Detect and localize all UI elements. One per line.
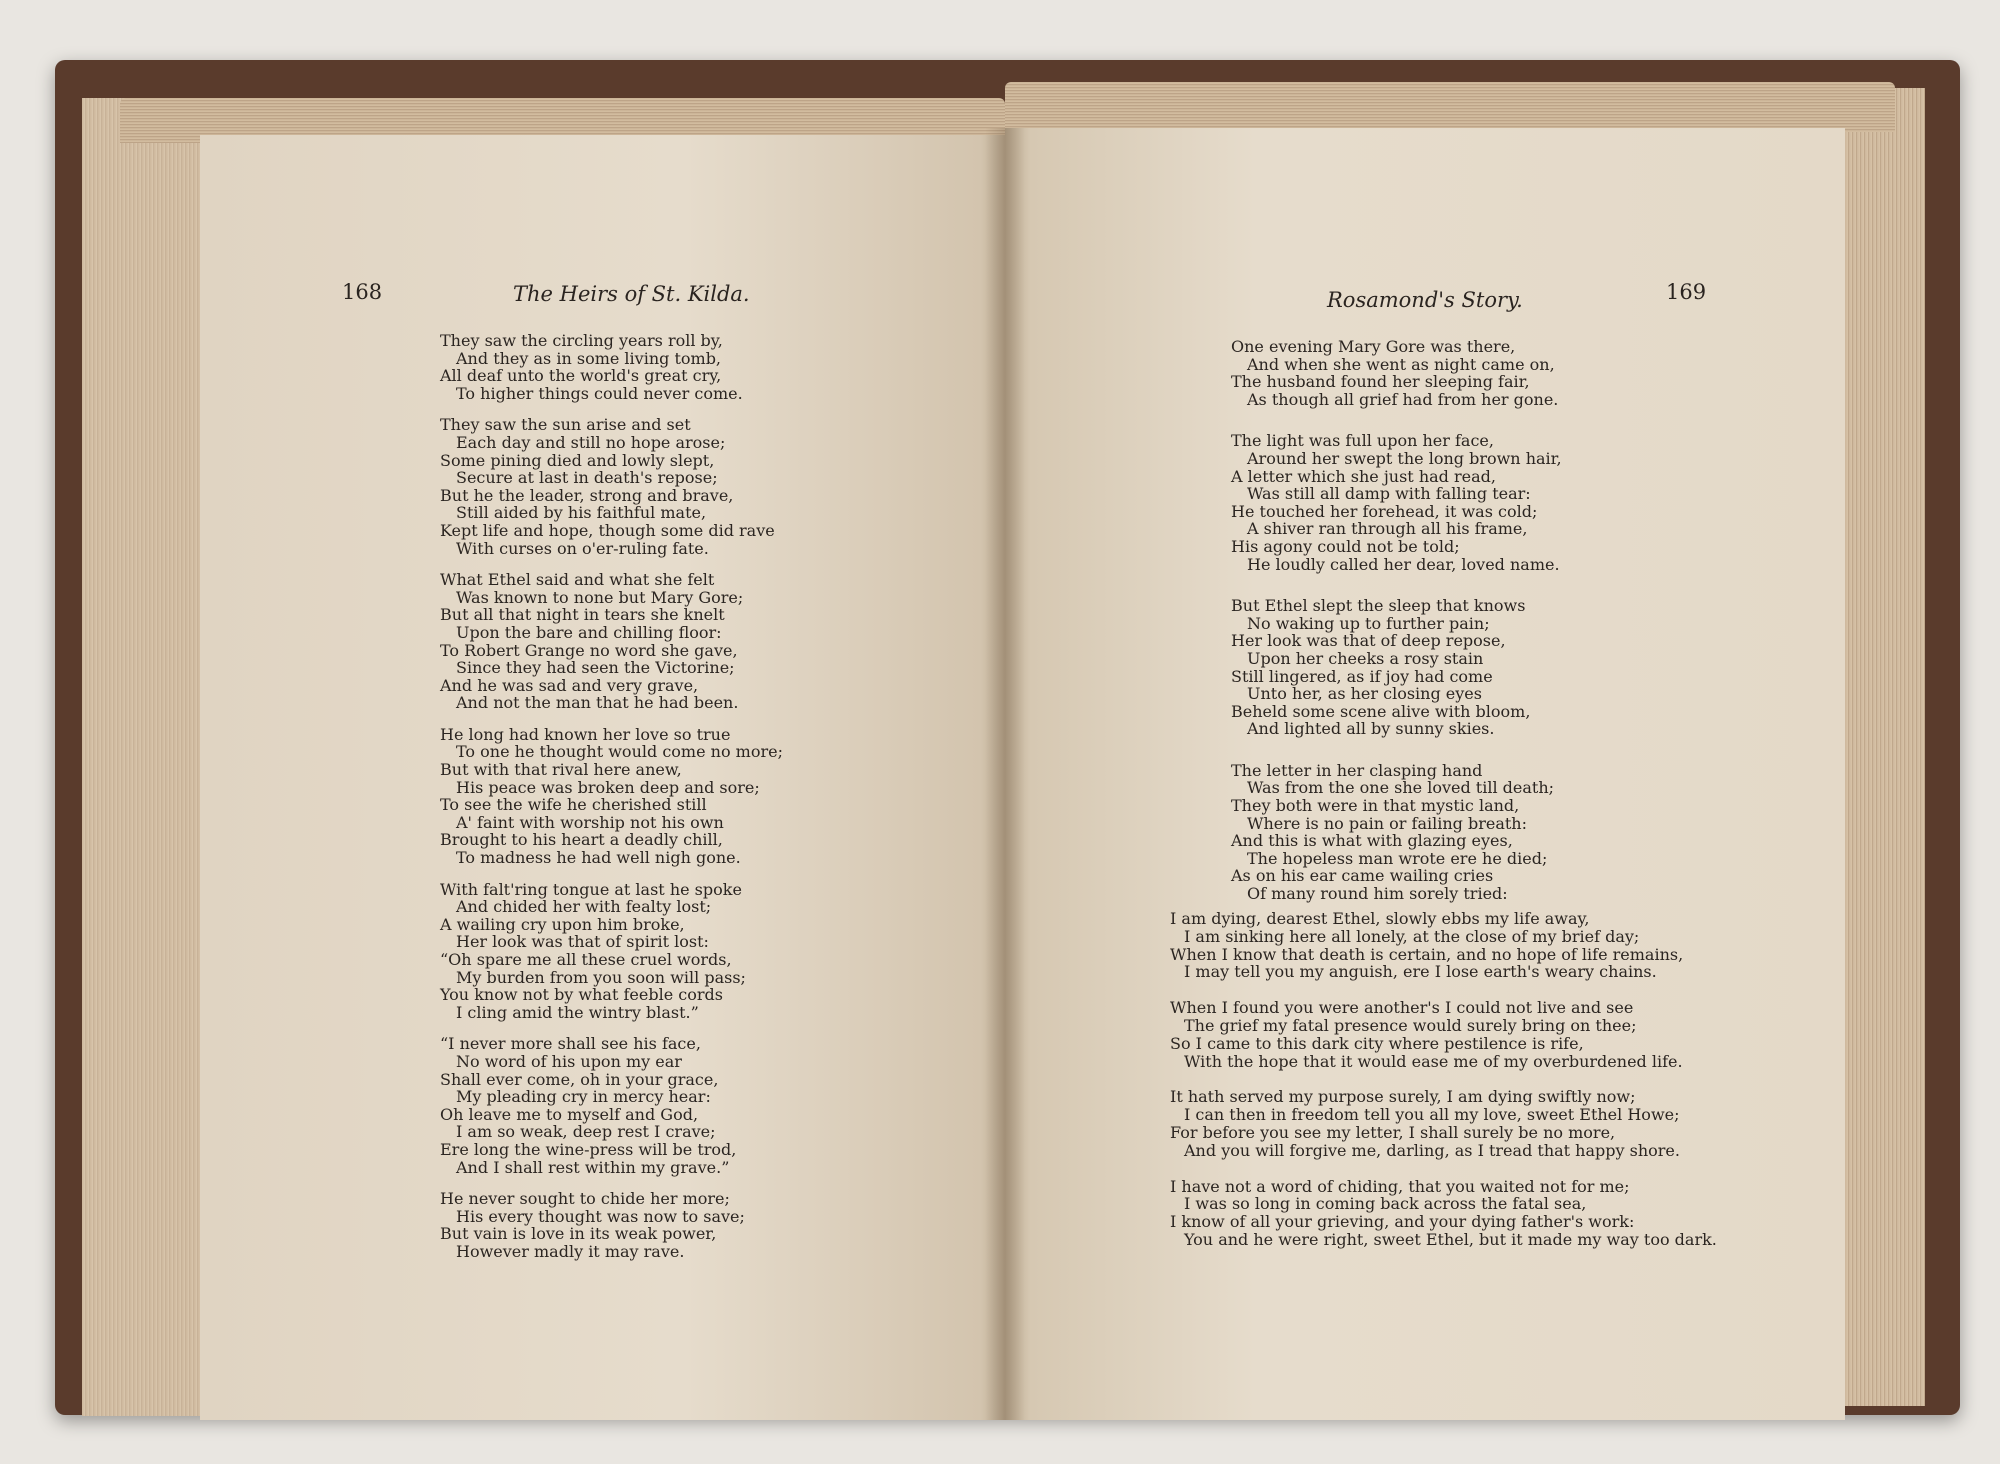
verse-line: However madly it may rave. [456, 1241, 685, 1261]
stanza [1231, 597, 1562, 738]
verse-line: And this is what with glazing eyes, [1231, 831, 1513, 851]
verse-line: Of many round him sorely tried: [1247, 884, 1508, 904]
stanza [440, 726, 783, 867]
verse-line: But vain is love in its weak power, [440, 1224, 717, 1244]
verse-line: But with that rival here anew, [440, 760, 682, 780]
stanza [1170, 910, 1717, 981]
verse-line: And when she went as night came on, [1247, 354, 1555, 374]
verse-line: And he was sad and very grave, [440, 675, 699, 695]
verse-line: To Robert Grange no word she gave, [440, 640, 738, 660]
verse-line: Secure at last in death's repose; [456, 468, 718, 488]
verse-line: Upon the bare and chilling floor: [456, 622, 722, 642]
verse-line: Brought to his heart a deadly chill, [440, 830, 723, 850]
verse-line: The grief my fatal presence would surely bring on thee; [1184, 1015, 1637, 1035]
verse-line: With curses on o'er-ruling fate. [456, 538, 709, 558]
verse-line: Since they had seen the Victorine; [456, 658, 735, 678]
verse-line: Was still all damp with falling tear: [1247, 484, 1531, 504]
verse-line: “Oh spare me all these cruel words, [440, 950, 732, 969]
right-page [1005, 128, 1845, 1420]
verse-line: One evening Mary Gore was there, [1231, 337, 1516, 356]
verse-line: He touched her forehead, it was cold; [1231, 501, 1538, 521]
stanza [440, 332, 783, 402]
verse-line: His agony could not be told; [1231, 536, 1460, 556]
stanza [440, 1035, 783, 1176]
verse-line: When I know that death is certain, and no hope of life remains, [1170, 944, 1684, 964]
verse-line: And lighted all by sunny skies. [1247, 719, 1495, 739]
verse-line: Beheld some scene alive with bloom, [1231, 701, 1531, 721]
stanza [1231, 762, 1562, 903]
verse-line: Shall ever come, oh in your grace, [440, 1069, 719, 1089]
verse-line: I know of all your grieving, and your dying father's work: [1170, 1212, 1635, 1232]
verse-line: You know not by what feeble cords [440, 985, 723, 1005]
verse-line: Where is no pain or failing breath: [1247, 813, 1527, 833]
verse-line: I have not a word of chiding, that you waited not for me; [1170, 1176, 1630, 1196]
verse-line: It hath served my purpose surely, I am dying swiftly now; [1170, 1087, 1636, 1107]
page-number-right: 169 [1666, 280, 1707, 304]
verse-line: What Ethel said and what she felt [440, 570, 715, 590]
verse-line: He long had known her love so true [440, 724, 731, 744]
verse-line: Kept life and hope, though some did rave [440, 520, 775, 540]
verse-line: To one he thought would come no more; [456, 742, 783, 762]
verse-line: All deaf unto the world's great cry, [440, 366, 722, 386]
stanza [440, 1190, 783, 1260]
verse-line: Some pining died and lowly slept, [440, 450, 715, 470]
verse-line: Around her swept the long brown hair, [1247, 448, 1562, 468]
verse-line: With the hope that it would ease me of my overburdened life. [1184, 1051, 1683, 1071]
verse-line: I was so long in coming back across the fatal sea, [1184, 1194, 1587, 1214]
stanza [1170, 999, 1717, 1070]
verse-line: They both were in that mystic land, [1231, 796, 1520, 816]
verse-line: Unto her, as her closing eyes [1247, 684, 1482, 704]
verse-line: I am so weak, deep rest I crave; [456, 1122, 716, 1142]
poem-left [440, 332, 783, 1275]
verse-line: I can then in freedom tell you all my love, sweet Ethel Howe; [1184, 1105, 1680, 1125]
verse-line: And they as in some living tomb, [456, 348, 722, 368]
running-head-left: The Heirs of St. Kilda. [513, 282, 750, 306]
verse-line: Oh leave me to myself and God, [440, 1104, 699, 1124]
verse-line: You and he were right, sweet Ethel, but it made my way too dark. [1184, 1229, 1717, 1249]
verse-line: The letter in her clasping hand [1231, 760, 1483, 780]
verse-line: As on his ear came wailing cries [1231, 866, 1494, 886]
verse-line: “I never more shall see his face, [440, 1034, 701, 1054]
stanza [440, 416, 783, 557]
verse-line: Each day and still no hope arose; [456, 432, 726, 452]
verse-line: My pleading cry in mercy hear: [456, 1087, 711, 1107]
verse-line: A shiver ran through all his frame, [1247, 519, 1528, 539]
verse-line: They saw the circling years roll by, [440, 331, 723, 350]
verse-line: Upon her cheeks a rosy stain [1247, 648, 1484, 668]
verse-line: I cling amid the wintry blast.” [456, 1002, 699, 1022]
verse-line: And I shall rest within my grave.” [456, 1157, 730, 1177]
verse-line: I am dying, dearest Ethel, slowly ebbs my life away, [1170, 909, 1590, 928]
verse-line: So I came to this dark city where pestilence is rife, [1170, 1033, 1584, 1053]
stanza [1170, 1088, 1717, 1159]
verse-line: A wailing cry upon him broke, [440, 914, 685, 934]
letter-verses [1170, 910, 1717, 1267]
stanza [440, 571, 783, 712]
verse-line: A' faint with worship not his own [456, 812, 724, 832]
verse-line: I may tell you my anguish, ere I lose earth's weary chains. [1184, 962, 1657, 982]
verse-line: And you will forgive me, darling, as I tread that happy shore. [1184, 1140, 1680, 1160]
verse-line: But he the leader, strong and brave, [440, 485, 734, 505]
gutter [985, 128, 1025, 1420]
verse-line: He never sought to chide her more; [440, 1189, 730, 1209]
stanza [1231, 338, 1562, 408]
verse-line: For before you see my letter, I shall surely be no more, [1170, 1122, 1616, 1142]
verse-line: Still aided by his faithful mate, [456, 503, 707, 523]
verse-line: A letter which she just had read, [1231, 466, 1496, 486]
verse-line: As though all grief had from her gone. [1247, 389, 1559, 409]
verse-line: No word of his upon my ear [456, 1051, 682, 1071]
stanza [1231, 432, 1562, 573]
verse-line: The light was full upon her face, [1231, 431, 1494, 451]
verse-line: But Ethel slept the sleep that knows [1231, 596, 1526, 616]
verse-line: And not the man that he had been. [456, 693, 739, 713]
verse-line: Still lingered, as if joy had come [1231, 666, 1493, 686]
verse-line: No waking up to further pain; [1247, 613, 1490, 633]
verse-line: To see the wife he cherished still [440, 795, 707, 815]
verse-line: Was from the one she loved till death; [1247, 778, 1555, 798]
verse-line: When I found you were another's I could not live and see [1170, 998, 1634, 1018]
poem-right [1231, 338, 1562, 927]
verse-line: Was known to none but Mary Gore; [456, 587, 744, 607]
verse-line: They saw the sun arise and set [440, 415, 691, 435]
top-edge-right [1005, 82, 1895, 132]
verse-line: The husband found her sleeping fair, [1231, 372, 1530, 392]
verse-line: He loudly called her dear, loved name. [1247, 554, 1560, 574]
verse-line: With falt'ring tongue at last he spoke [440, 879, 742, 899]
left-page [200, 135, 1005, 1420]
verse-line: The hopeless man wrote ere he died; [1247, 848, 1548, 868]
verse-line: To higher things could never come. [456, 383, 743, 403]
running-head-right: Rosamond's Story. [1327, 288, 1523, 312]
verse-line: To madness he had well nigh gone. [456, 848, 741, 868]
verse-line: Her look was that of spirit lost: [456, 932, 709, 952]
verse-line: But all that night in tears she knelt [440, 605, 725, 625]
verse-line: His peace was broken deep and sore; [456, 777, 760, 797]
verse-line: My burden from you soon will pass; [456, 967, 746, 987]
verse-line: I am sinking here all lonely, at the close of my brief day; [1184, 926, 1640, 946]
stanza [1170, 1178, 1717, 1249]
verse-line: Ere long the wine-press will be trod, [440, 1139, 737, 1159]
page-number-left: 168 [342, 280, 383, 304]
verse-line: And chided her with fealty lost; [456, 897, 712, 917]
verse-line: His every thought was now to save; [456, 1206, 745, 1226]
stanza [440, 881, 783, 1022]
verse-line: Her look was that of deep repose, [1231, 631, 1506, 651]
